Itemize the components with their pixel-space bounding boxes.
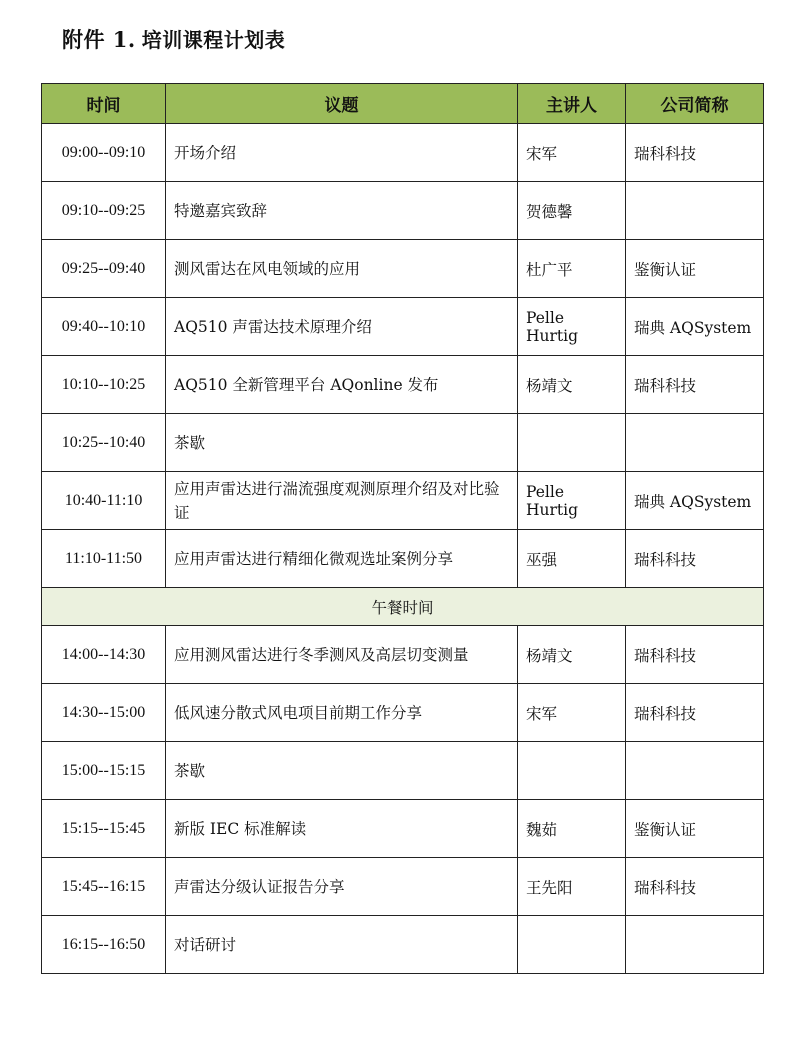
header-speaker: 主讲人 bbox=[518, 84, 626, 124]
page-title bbox=[62, 24, 285, 54]
cell-time: 10:40-11:10 bbox=[42, 472, 166, 530]
cell-company: 瑞科科技 bbox=[626, 684, 764, 742]
cell-time: 09:10--09:25 bbox=[42, 182, 166, 240]
cell-company: 鉴衡认证 bbox=[626, 240, 764, 298]
cell-company: 瑞典 AQSystem bbox=[626, 472, 764, 530]
cell-speaker: Pelle Hurtig bbox=[518, 298, 626, 356]
cell-topic: 开场介绍 bbox=[166, 124, 518, 182]
cell-time: 09:00--09:10 bbox=[42, 124, 166, 182]
cell-time: 15:00--15:15 bbox=[42, 742, 166, 800]
title-prefix: 附件 1. bbox=[62, 27, 136, 52]
cell-topic: 对话研讨 bbox=[166, 916, 518, 974]
cell-speaker: 宋军 bbox=[518, 684, 626, 742]
cell-company: 瑞科科技 bbox=[626, 530, 764, 588]
table-row bbox=[42, 916, 764, 974]
cell-company bbox=[626, 182, 764, 240]
cell-topic: 茶歇 bbox=[166, 742, 518, 800]
cell-speaker: 杜广平 bbox=[518, 240, 626, 298]
cell-company bbox=[626, 742, 764, 800]
table-row bbox=[42, 240, 764, 298]
cell-time: 14:00--14:30 bbox=[42, 626, 166, 684]
cell-speaker: 巫强 bbox=[518, 530, 626, 588]
table-row bbox=[42, 800, 764, 858]
cell-company bbox=[626, 414, 764, 472]
cell-company: 瑞科科技 bbox=[626, 626, 764, 684]
cell-time: 15:15--15:45 bbox=[42, 800, 166, 858]
cell-topic: 应用声雷达进行精细化微观选址案例分享 bbox=[166, 530, 518, 588]
table-row bbox=[42, 684, 764, 742]
cell-speaker bbox=[518, 414, 626, 472]
cell-topic: 新版 IEC 标准解读 bbox=[166, 800, 518, 858]
cell-topic: 茶歇 bbox=[166, 414, 518, 472]
table-row bbox=[42, 472, 764, 530]
table-row bbox=[42, 742, 764, 800]
cell-speaker: Pelle Hurtig bbox=[518, 472, 626, 530]
table-row bbox=[42, 182, 764, 240]
schedule-table bbox=[41, 83, 764, 974]
cell-company: 瑞典 AQSystem bbox=[626, 298, 764, 356]
table-row bbox=[42, 124, 764, 182]
cell-time: 09:40--10:10 bbox=[42, 298, 166, 356]
cell-company bbox=[626, 916, 764, 974]
cell-topic: 应用测风雷达进行冬季测风及高层切变测量 bbox=[166, 626, 518, 684]
cell-speaker bbox=[518, 742, 626, 800]
cell-time: 14:30--15:00 bbox=[42, 684, 166, 742]
cell-topic: 应用声雷达进行湍流强度观测原理介绍及对比验证 bbox=[166, 472, 518, 530]
cell-speaker: 魏茹 bbox=[518, 800, 626, 858]
title-text: 培训课程计划表 bbox=[141, 28, 286, 52]
table-row bbox=[42, 414, 764, 472]
cell-time: 15:45--16:15 bbox=[42, 858, 166, 916]
cell-time: 10:10--10:25 bbox=[42, 356, 166, 414]
cell-company: 瑞科科技 bbox=[626, 858, 764, 916]
cell-company: 瑞科科技 bbox=[626, 356, 764, 414]
table-row bbox=[42, 356, 764, 414]
header-topic: 议题 bbox=[166, 84, 518, 124]
cell-speaker: 宋军 bbox=[518, 124, 626, 182]
cell-topic: 测风雷达在风电领域的应用 bbox=[166, 240, 518, 298]
table-row bbox=[42, 858, 764, 916]
cell-speaker: 杨靖文 bbox=[518, 356, 626, 414]
lunch-row bbox=[42, 588, 764, 626]
cell-speaker: 杨靖文 bbox=[518, 626, 626, 684]
cell-speaker: 王先阳 bbox=[518, 858, 626, 916]
table-row bbox=[42, 530, 764, 588]
cell-topic: AQ510 声雷达技术原理介绍 bbox=[166, 298, 518, 356]
cell-company: 瑞科科技 bbox=[626, 124, 764, 182]
table-row bbox=[42, 626, 764, 684]
header-row bbox=[42, 84, 764, 124]
cell-time: 09:25--09:40 bbox=[42, 240, 166, 298]
header-time: 时间 bbox=[42, 84, 166, 124]
table-row bbox=[42, 298, 764, 356]
cell-time: 10:25--10:40 bbox=[42, 414, 166, 472]
header-company: 公司简称 bbox=[626, 84, 764, 124]
cell-company: 鉴衡认证 bbox=[626, 800, 764, 858]
cell-topic: 低风速分散式风电项目前期工作分享 bbox=[166, 684, 518, 742]
cell-speaker: 贺德馨 bbox=[518, 182, 626, 240]
cell-time: 11:10-11:50 bbox=[42, 530, 166, 588]
cell-topic: 声雷达分级认证报告分享 bbox=[166, 858, 518, 916]
cell-topic: 特邀嘉宾致辞 bbox=[166, 182, 518, 240]
cell-topic: AQ510 全新管理平台 AQonline 发布 bbox=[166, 356, 518, 414]
cell-time: 16:15--16:50 bbox=[42, 916, 166, 974]
cell-speaker bbox=[518, 916, 626, 974]
lunch-label: 午餐时间 bbox=[42, 588, 764, 626]
